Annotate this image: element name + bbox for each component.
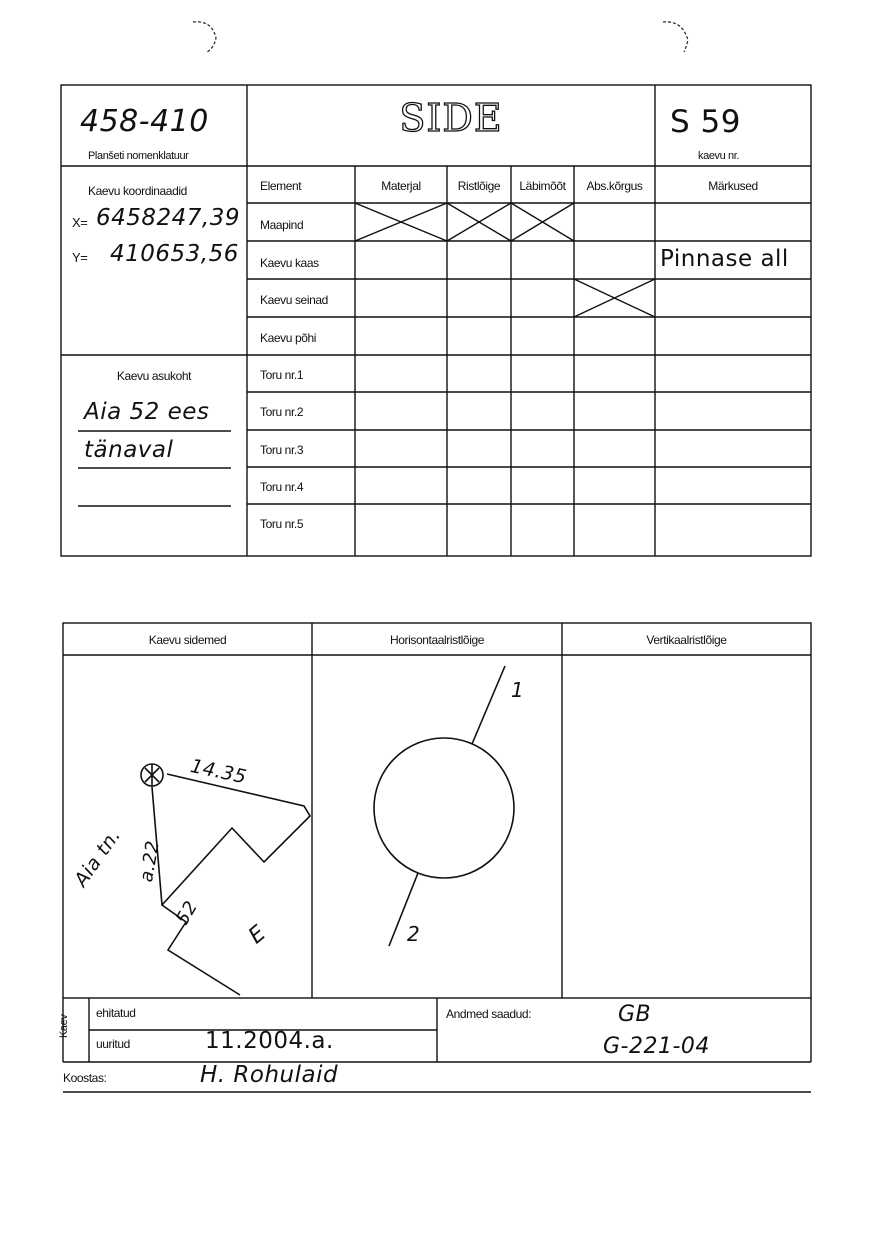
row-label-pipe-3: Toru nr.3 xyxy=(260,443,304,457)
compiled-label: Koostas: xyxy=(63,1071,107,1085)
horizontal-cross-section xyxy=(374,666,514,946)
well-number-label: kaevu nr. xyxy=(698,150,740,162)
location-line-2: tänaval xyxy=(84,437,174,463)
location-line-1: Aia 52 ees xyxy=(84,399,210,425)
well-number-value: S 59 xyxy=(670,104,741,140)
surveyed-label: uuritud xyxy=(96,1037,130,1051)
header-vertical-section: Vertikaalristlõige xyxy=(646,633,727,647)
row-label-pipe-5: Toru nr.5 xyxy=(260,517,304,531)
data-received-label: Andmed saadud: xyxy=(446,1007,532,1021)
row-label-lid: Kaevu kaas xyxy=(260,256,319,270)
sketch-building-letter: E xyxy=(244,920,272,950)
nomenclature-label: Planšeti nomenklatuur xyxy=(88,150,189,162)
compiled-value: H. Rohulaid xyxy=(200,1062,339,1088)
coord-y-prefix: Y= xyxy=(72,250,88,265)
column-header-material: Materjal xyxy=(381,179,421,193)
data-received-value-1: GB xyxy=(618,1002,652,1027)
site-sketch xyxy=(141,764,310,995)
built-label: ehitatud xyxy=(96,1006,136,1020)
coord-y-value: 410653,56 xyxy=(110,241,239,267)
header-connections: Kaevu sidemed xyxy=(148,633,227,647)
column-header-remarks: Märkused xyxy=(708,179,758,193)
data-received-value-2: G-221-04 xyxy=(603,1034,710,1059)
row-remark-lid: Pinnase all xyxy=(660,246,789,272)
column-header-diameter: Läbimõõt xyxy=(519,179,566,193)
row-label-pipe-2: Toru nr.2 xyxy=(260,405,304,419)
sketch-house-number: 52 xyxy=(172,897,203,929)
pipe-2-label: 2 xyxy=(407,922,421,946)
header-horizontal-section: Horisontaalristlõige xyxy=(389,633,485,647)
column-header-element: Element xyxy=(260,179,302,193)
column-header-cross-section: Ristlõige xyxy=(457,179,501,193)
row-label-ground: Maapind xyxy=(260,218,304,232)
coord-x-prefix: X= xyxy=(72,215,88,230)
surveyed-value: 11.2004.a. xyxy=(205,1028,334,1054)
coord-x-value: 6458247,39 xyxy=(96,205,241,231)
row-label-pipe-4: Toru nr.4 xyxy=(260,480,304,494)
well-side-label: Kaev xyxy=(58,1014,70,1038)
pipe-1-label: 1 xyxy=(511,678,525,702)
column-header-abs-height: Abs.kõrgus xyxy=(586,179,643,193)
row-label-bottom: Kaevu põhi xyxy=(260,331,317,345)
row-label-pipe-1: Toru nr.1 xyxy=(260,368,304,382)
sketch-corner-distance: a.22 xyxy=(136,838,164,884)
sketch-street-label: Aia tn. xyxy=(70,824,126,891)
row-label-walls: Kaevu seinad xyxy=(260,293,328,307)
form-title: SIDE xyxy=(399,96,503,140)
sketch-distance-label: 14.35 xyxy=(188,755,249,789)
coordinates-label: Kaevu koordinaadid xyxy=(88,184,187,198)
nomenclature-value: 458-410 xyxy=(80,104,209,139)
location-label: Kaevu asukoht xyxy=(116,369,192,383)
